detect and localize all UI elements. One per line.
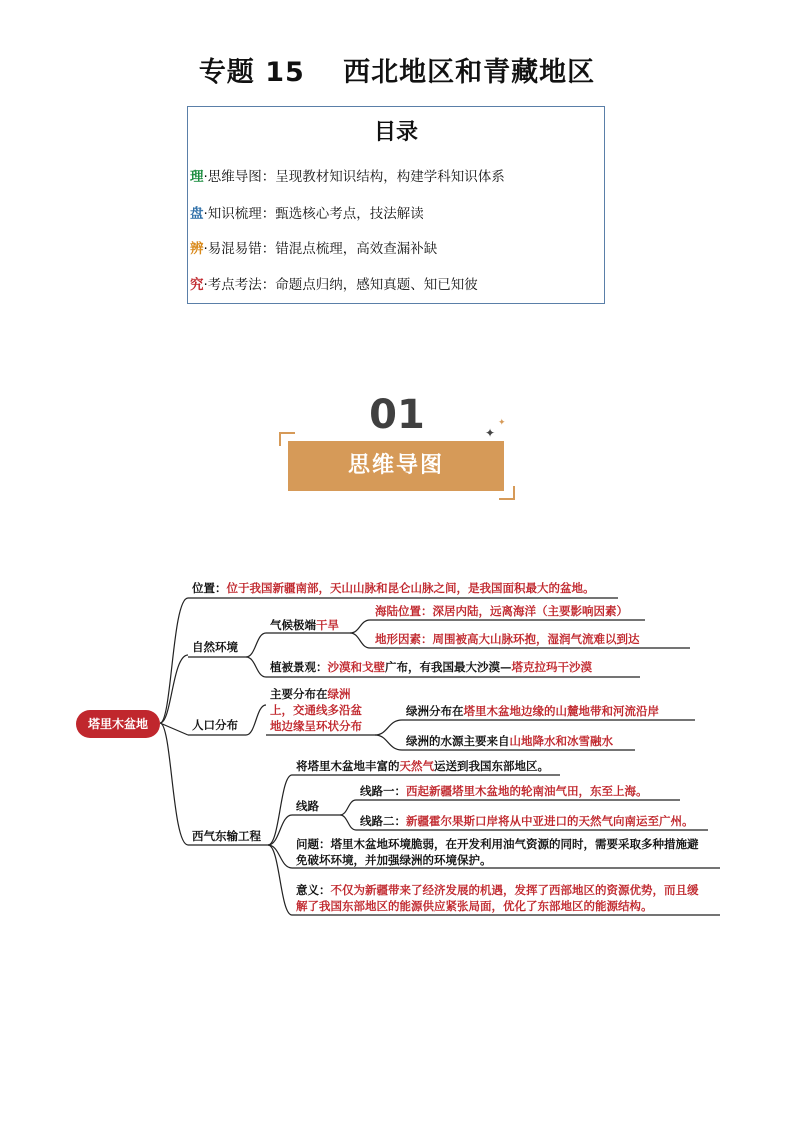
route2-text: 新疆霍尔果斯口岸将从中亚进口的天然气向南运至广州。	[406, 814, 694, 828]
toc-key: 辨	[190, 241, 204, 257]
oasis-dist-b: 塔里木盆地边缘的山麓地带和河流沿岸	[463, 704, 659, 718]
meaning-text-1: 不仅为新疆带来了经济发展的机遇，发挥了西部地区的资源优势，而且缓	[330, 883, 699, 897]
problem-line1: 问题：塔里木盆地环境脆弱，在开发利用油气资源的同时，需要采取多种措施避	[296, 837, 699, 851]
sparkle-icon: ✦	[485, 426, 496, 440]
climate-node	[270, 617, 339, 633]
gas-intro-a: 将塔里木盆地丰富的	[296, 759, 400, 773]
toc-item: 辨·易混易错：错混点梳理，高效查漏补缺	[190, 241, 438, 257]
gas-intro-node	[296, 758, 549, 774]
route1-label: 线路一：	[360, 784, 406, 798]
connector-oasis-dist	[375, 720, 402, 735]
mindmap-root: 塔里木盆地	[76, 710, 160, 738]
toc-key: 理	[190, 169, 204, 185]
route2-node	[360, 813, 694, 829]
route-label: 线路	[296, 799, 319, 813]
route2-label: 线路二：	[360, 814, 406, 828]
climate-label-a: 气候极端	[270, 618, 316, 632]
natural-label: 自然环境	[192, 640, 238, 654]
toc-item: 盘·知识梳理：甄选核心考点，技法解读	[190, 206, 424, 222]
meaning-line1	[296, 882, 699, 898]
problem-line2: 免破坏环境，并加强绿洲的环境保护。	[296, 853, 492, 867]
connector-route	[268, 815, 292, 845]
connector-climate	[246, 633, 266, 657]
connector-natural	[160, 655, 188, 723]
terrain-text: 周围被高大山脉环抱，湿润气流难以到达	[432, 632, 640, 646]
route1-text: 西起新疆塔里木盆地的轮南油气田，东至上海。	[406, 784, 648, 798]
population-label: 人口分布	[192, 718, 238, 732]
section-number: 01	[369, 392, 425, 438]
toc-item: 究·考点考法：命题点归纳，感知真题、知已知彼	[190, 277, 478, 293]
oasis-dist-a: 绿洲分布在	[406, 704, 464, 718]
connector-gas	[160, 723, 188, 845]
connector-location	[160, 598, 188, 723]
sparkle-icon: ✦	[498, 418, 506, 428]
connector-terrain	[350, 633, 370, 648]
connector-gas-intro	[268, 775, 292, 845]
pop-main-line2: 上，交通线多沿盆	[270, 703, 362, 717]
toc-title: 目录	[373, 120, 418, 145]
climate-label-b: 干旱	[316, 618, 339, 632]
sea-land-text: 深居内陆，远离海洋（主要影响因素）	[432, 604, 628, 618]
connector-pop-main	[246, 705, 266, 735]
toc-label: 易混易错：	[207, 241, 276, 257]
connector-route1	[340, 800, 356, 815]
gas-intro-b: 天然气	[399, 759, 434, 773]
location-text: 位于我国新疆南部，天山山脉和昆仑山脉之间，是我国面积最大的盆地。	[226, 581, 595, 595]
sea-land-label: 海陆位置：	[375, 604, 433, 618]
oasis-dist-node	[406, 703, 659, 719]
toc-key: 究	[190, 277, 204, 293]
meaning-label: 意义：	[296, 883, 331, 897]
vegetation-c: 塔克拉玛干沙漠	[511, 660, 592, 674]
oasis-water-a: 绿洲的水源主要来自	[406, 734, 510, 748]
location-label: 位置：	[192, 581, 227, 595]
oasis-water-b: 山地降水和冰雪融水	[509, 734, 613, 748]
gas-intro-c: 运送到我国东部地区。	[434, 759, 549, 773]
meaning-line2: 解了我国东部地区的能源供应紧张局面，优化了东部地区的能源结构。	[296, 899, 653, 913]
connector-route2	[340, 815, 356, 830]
connector-vegetation	[246, 657, 266, 677]
toc-desc: 呈现教材知识结构，构建学科知识体系	[275, 169, 505, 185]
connector-sea-land	[350, 620, 370, 633]
pop-main-a: 主要分布在	[270, 687, 328, 701]
vegetation-label: 植被景观：	[270, 660, 328, 674]
terrain-label: 地形因素：	[375, 632, 433, 646]
oasis-water-node	[406, 733, 613, 749]
terrain-node	[375, 631, 640, 647]
vegetation-a: 沙漠和戈壁	[327, 660, 385, 674]
toc-desc: 甄选核心考点，技法解读	[275, 206, 424, 222]
route1-node	[360, 783, 648, 799]
pop-main-line1	[270, 686, 351, 702]
toc-label: 知识梳理：	[207, 206, 276, 222]
toc-desc: 错混点梳理，高效查漏补缺	[275, 241, 438, 257]
location-node	[192, 580, 595, 596]
pop-main-line3: 地边缘呈环状分布	[270, 719, 362, 733]
toc-key: 盘	[190, 206, 204, 222]
toc-desc: 命题点归纳，感知真题、知已知彼	[275, 277, 478, 293]
vegetation-node	[270, 659, 592, 675]
section-label: 思维导图	[347, 453, 444, 478]
toc-label: 思维导图：	[207, 169, 276, 185]
toc-item: 理·思维导图：呈现教材知识结构，构建学科知识体系	[190, 169, 505, 185]
gas-label: 西气东输工程	[192, 829, 261, 843]
vegetation-b: 广布，有我国最大沙漠—	[385, 660, 512, 674]
pop-main-b: 绿洲	[327, 687, 351, 701]
toc-label: 考点考法：	[207, 277, 276, 293]
page-title: 专题 15 西北地区和青藏地区	[198, 57, 596, 88]
connector-oasis-water	[375, 735, 402, 750]
sea-land-node	[375, 603, 628, 619]
